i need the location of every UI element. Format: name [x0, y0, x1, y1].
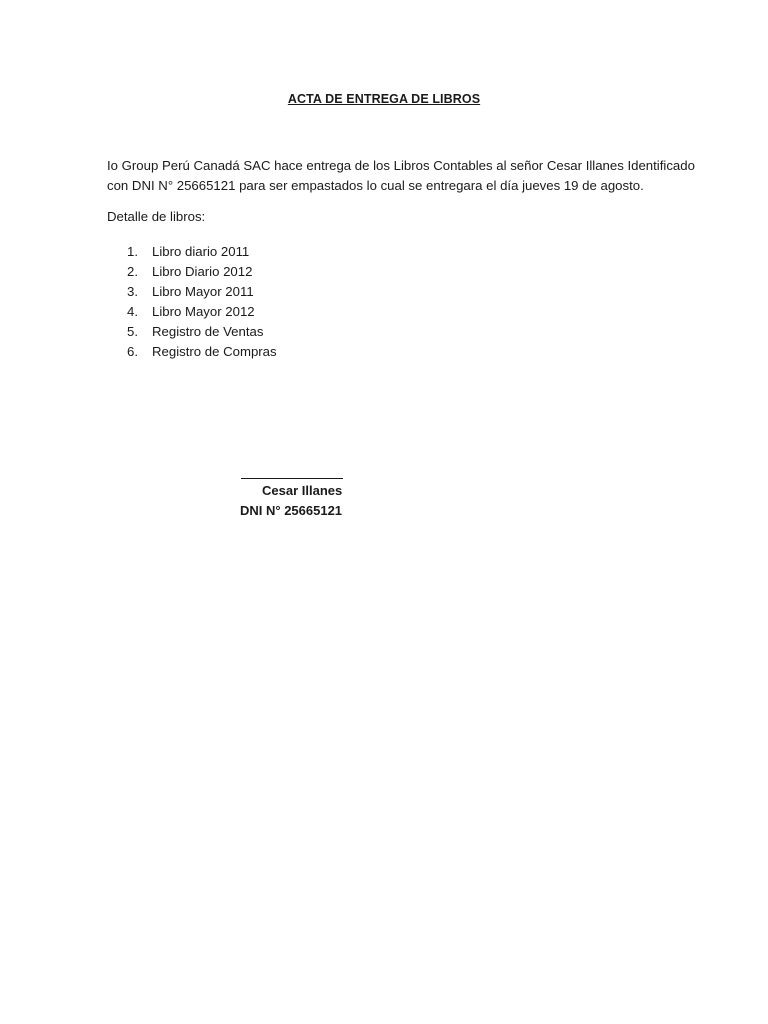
list-item-label: Libro Mayor 2012	[152, 304, 255, 319]
list-item-label: Libro Diario 2012	[152, 264, 253, 279]
books-detail-label: Detalle de libros:	[107, 209, 206, 224]
list-item-number: 4.	[127, 304, 138, 319]
list-item-label: Registro de Compras	[152, 344, 277, 359]
list-item-label: Registro de Ventas	[152, 324, 264, 339]
delivery-paragraph	[107, 156, 695, 196]
signer-id: DNI N° 25665121	[240, 503, 343, 518]
list-item-label: Libro diario 2011	[152, 244, 250, 259]
list-item-number: 3.	[127, 284, 138, 299]
list-item-label: Libro Mayor 2011	[152, 284, 254, 299]
list-item-number: 5.	[127, 324, 138, 339]
list-item-number: 6.	[127, 344, 138, 359]
list-item-number: 1.	[127, 244, 138, 259]
signature-line	[241, 478, 343, 479]
paragraph-line: con DNI N° 25665121 para ser empastados lo cual se entregara el día jueves 19 de agosto.	[107, 178, 644, 193]
signer-name: Cesar Illanes	[262, 483, 343, 498]
document-title: ACTA DE ENTREGA DE LIBROS	[287, 92, 481, 106]
paragraph-line: Io Group Perú Canadá SAC hace entrega de los Libros Contables al señor Cesar Illanes Identificado	[107, 158, 695, 173]
list-item-number: 2.	[127, 264, 138, 279]
